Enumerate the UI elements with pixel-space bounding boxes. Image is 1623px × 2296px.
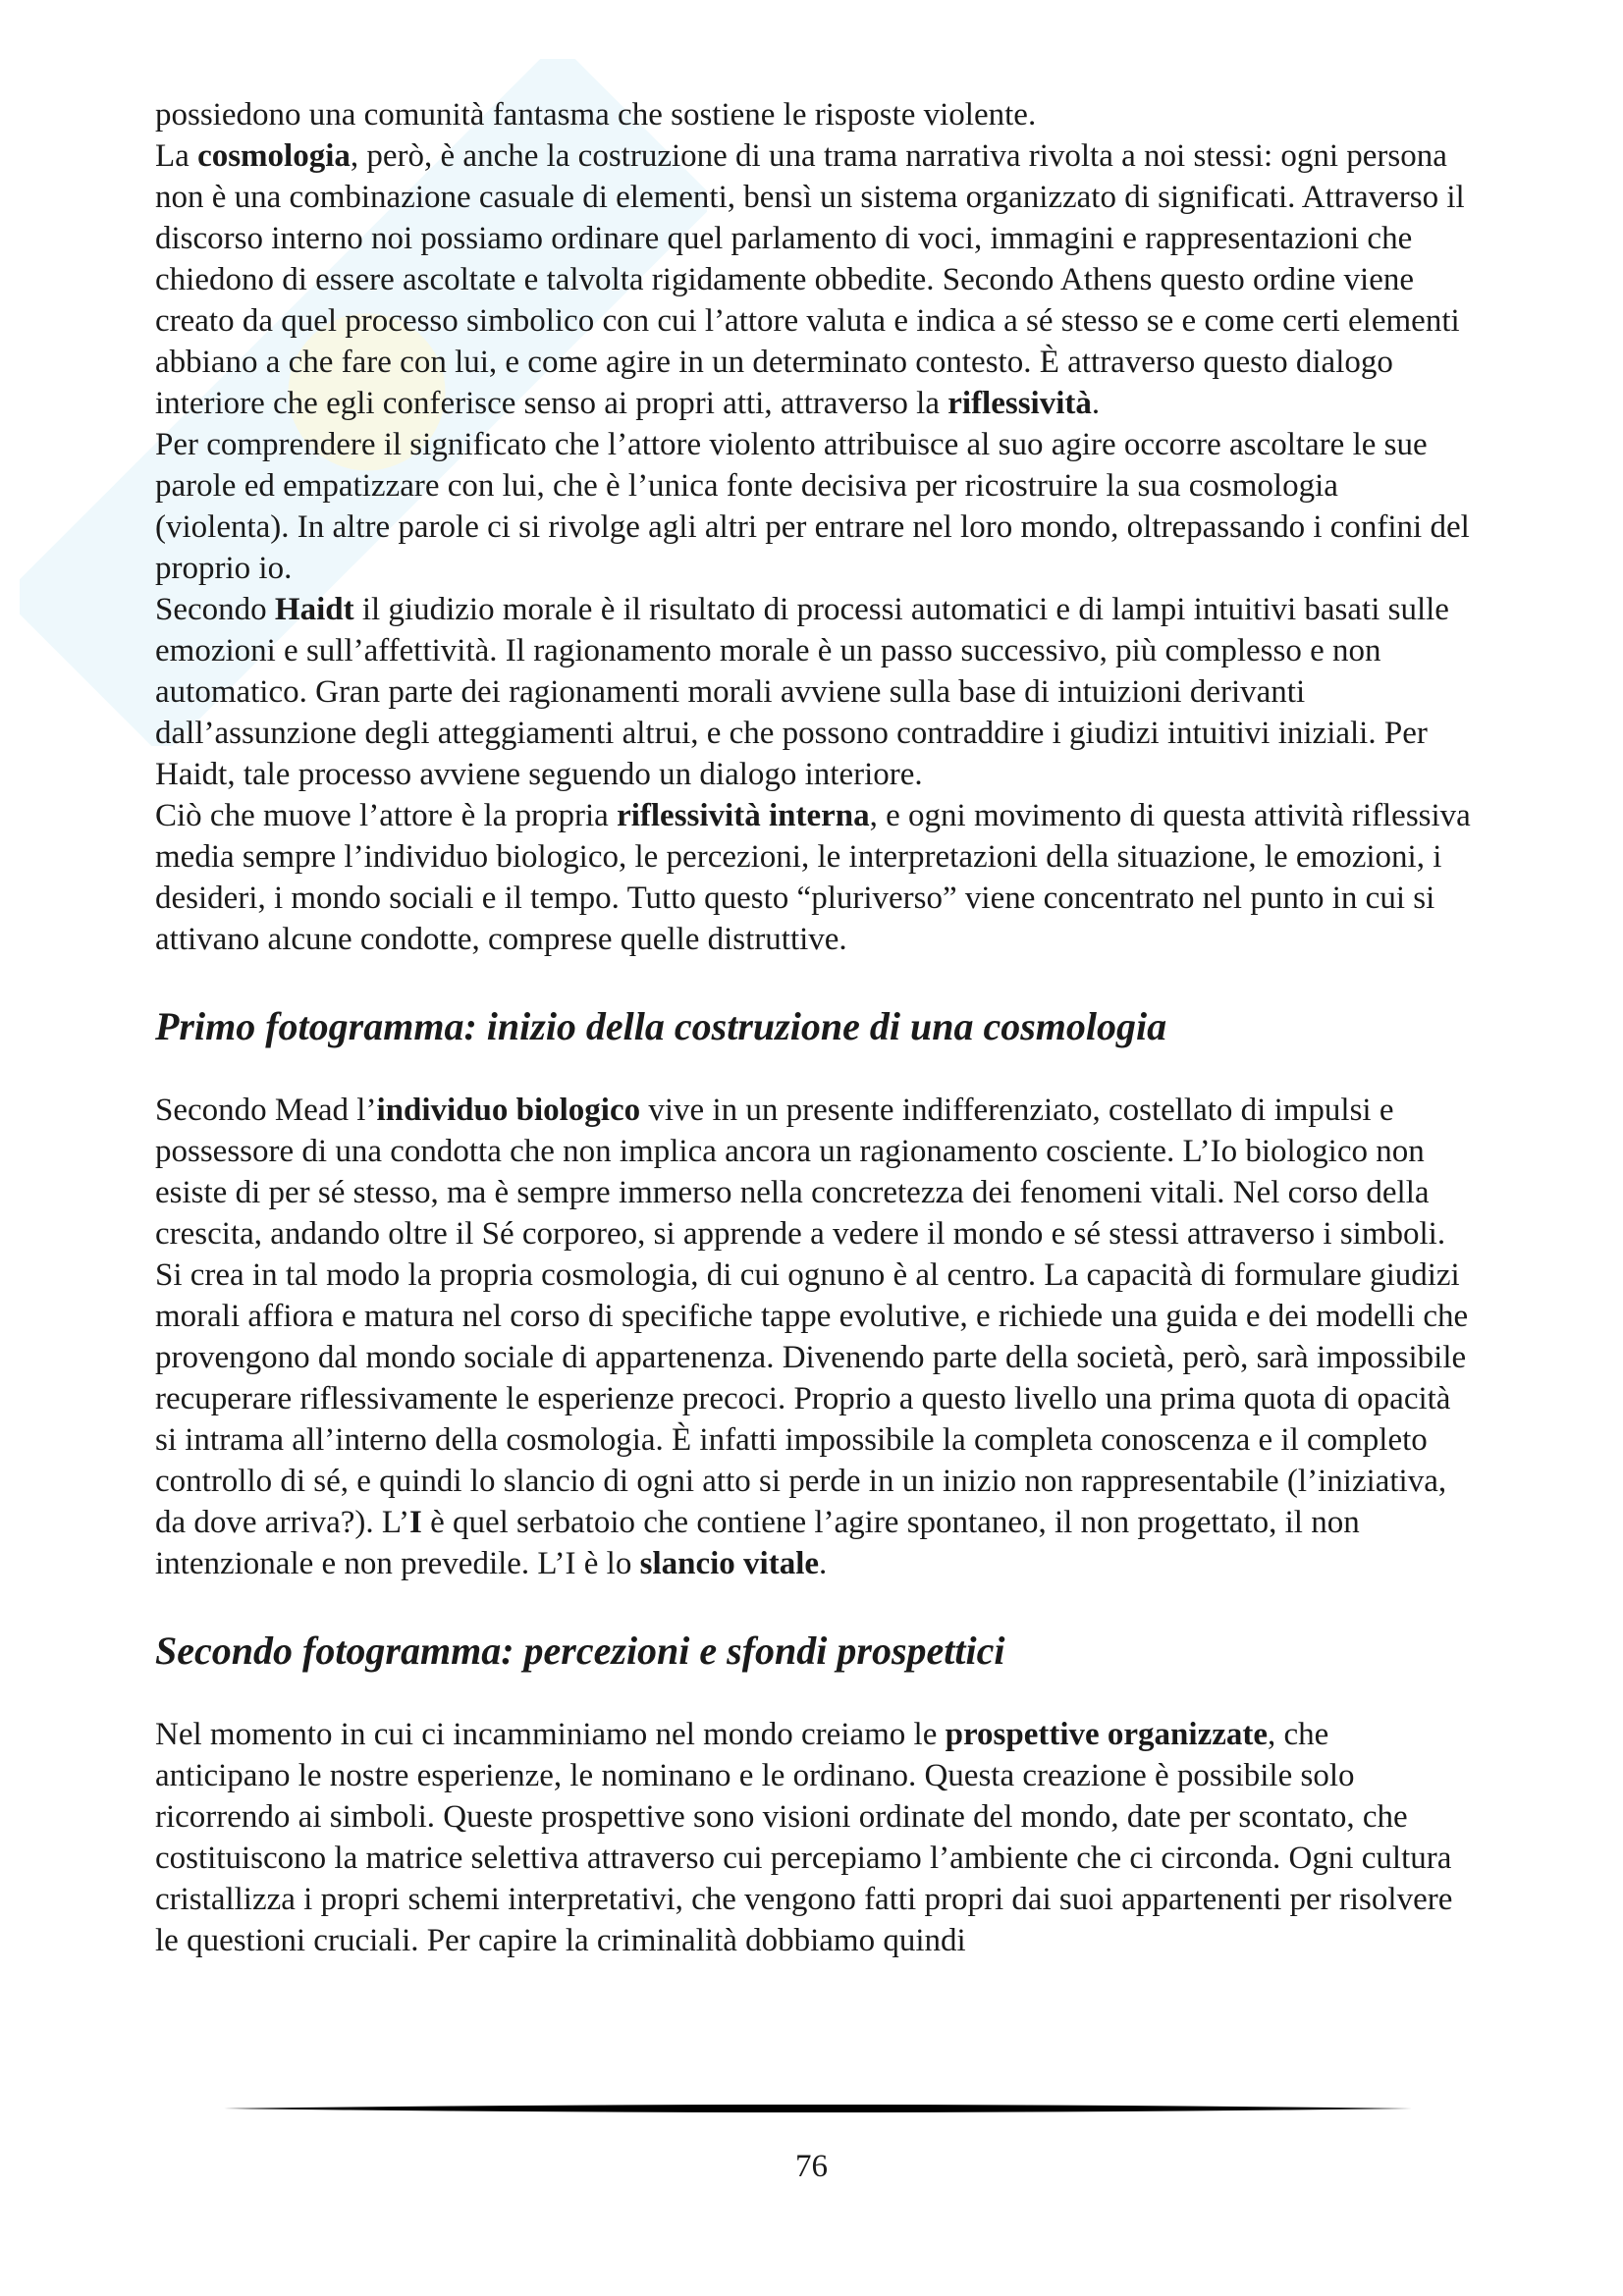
paragraph: Secondo Haidt il giudizio morale è il risultato di processi automatici e di lampi intuitivi basati sulle emozioni e sull’affettività. Il ragionamento morale è un passo successivo, più complesso e non automatico. Gran parte dei ragionamenti morali avviene sulla base di intuizioni derivanti dall’assunzione degli atteggiamenti altrui, e che possono contraddire i giudizi intuitivi iniziali. Per Haidt, tale processo avviene seguendo un dialogo interiore. — [155, 592, 1449, 792]
bold-term: slancio vitale — [639, 1546, 820, 1581]
paragraph: La cosmologia, però, è anche la costruzione di una trama narrativa rivolta a noi stessi: ogni persona non è una combinazione casuale di elementi, bensì un sistema organizzato di significati. Attraverso il discorso interno noi possiamo ordinare quel parlamento di voci, immagini e rappresentazioni che chiedono di essere ascoltate e talvolta rigidamente obbedite. Secondo Athens questo ordine viene creato da quel processo simbolico con cui l’attore valuta e indica a sé stesso se e come certi elementi abbiano a che fare con lui, e come agire in un determinato contesto. È attraverso questo dialogo interiore che egli conferisce senso ai propri atti, attraverso la riflessività. — [155, 138, 1465, 421]
bold-term: riflessività — [947, 386, 1092, 421]
section-heading: Primo fotogramma: inizio della costruzione di una cosmologia — [155, 1004, 1167, 1048]
paragraph: possiedono una comunità fantasma che sostiene le risposte violente. — [155, 97, 1037, 133]
bold-term: I — [409, 1505, 422, 1540]
bold-term: prospettive organizzate — [945, 1717, 1269, 1752]
footer-rule — [224, 2103, 1412, 2114]
section-heading: Secondo fotogramma: percezioni e sfondi prospettici — [155, 1629, 1005, 1673]
paragraph: Nel momento in cui ci incamminiamo nel mondo creiamo le prospettive organizzate, che anticipano le nostre esperienze, le nominano e le ordinano. Questa creazione è possibile solo ricorrendo ai simboli. Queste prospettive sono visioni ordinate del mondo, date per scontato, che costituiscono la matrice selettiva attraverso cui percepiamo l’ambiente che ci circonda. Ogni cultura cristallizza i propri schemi interpretativi, che vengono fatti propri dai suoi appartenenti per risolvere le questioni cruciali. Per capire la criminalità dobbiamo quindi — [155, 1717, 1453, 1958]
bold-term: riflessività interna — [617, 798, 870, 833]
bold-term: cosmologia — [197, 138, 351, 174]
paragraph: Secondo Mead l’individuo biologico vive in un presente indifferenziato, costellato di impulsi e possessore di una condotta che non implica ancora un ragionamento cosciente. L’Io biologico non esiste di per sé stesso, ma è sempre immerso nella concretezza dei fenomeni vitali. Nel corso della crescita, andando oltre il Sé corporeo, si apprende a vedere il mondo e sé stessi attraverso i simboli. Si crea in tal modo la propria cosmologia, di cui ognuno è al centro. La capacità di formulare giudizi morali affiora e matura nel corso di specifiche tappe evolutive, e richiede una guida e dei modelli che provengono dal mondo sociale di appartenenza. Divenendo parte della società, però, sarà impossibile recuperare riflessivamente le esperienze precoci. Proprio a questo livello una prima quota di opacità si intrama all’interno della cosmologia. È infatti impossibile la completa conoscenza e il completo controllo di sé, e quindi lo slancio di ogni atto si perde in un inizio non rappresentabile (l’iniziativa, da dove arriva?). L’I è quel serbatoio che contiene l’agire spontaneo, il non progettato, il non intenzionale e non prevedile. L’I è lo slancio vitale. — [155, 1093, 1469, 1581]
bold-term: individuo biologico — [376, 1093, 641, 1128]
bold-term: Haidt — [274, 592, 354, 627]
page-content — [155, 94, 1471, 1961]
paragraph: Per comprendere il significato che l’attore violento attribuisce al suo agire occorre ascoltare le sue parole ed empatizzare con lui, che è l’unica fonte decisiva per ricostruire la sua cosmologia (violenta). In altre parole ci si rivolge agli altri per entrare nel loro mondo, oltrepassando i confini del proprio io. — [155, 427, 1470, 586]
page-number: 76 — [795, 2149, 828, 2184]
paragraph: Ciò che muove l’attore è la propria riflessività interna, e ogni movimento di questa attività riflessiva media sempre l’individuo biologico, le percezioni, le interpretazioni della situazione, le emozioni, i desideri, i mondo sociali e il tempo. Tutto questo “pluriverso” viene concentrato nel punto in cui si attivano alcune condotte, comprese quelle distruttive. — [155, 798, 1471, 957]
